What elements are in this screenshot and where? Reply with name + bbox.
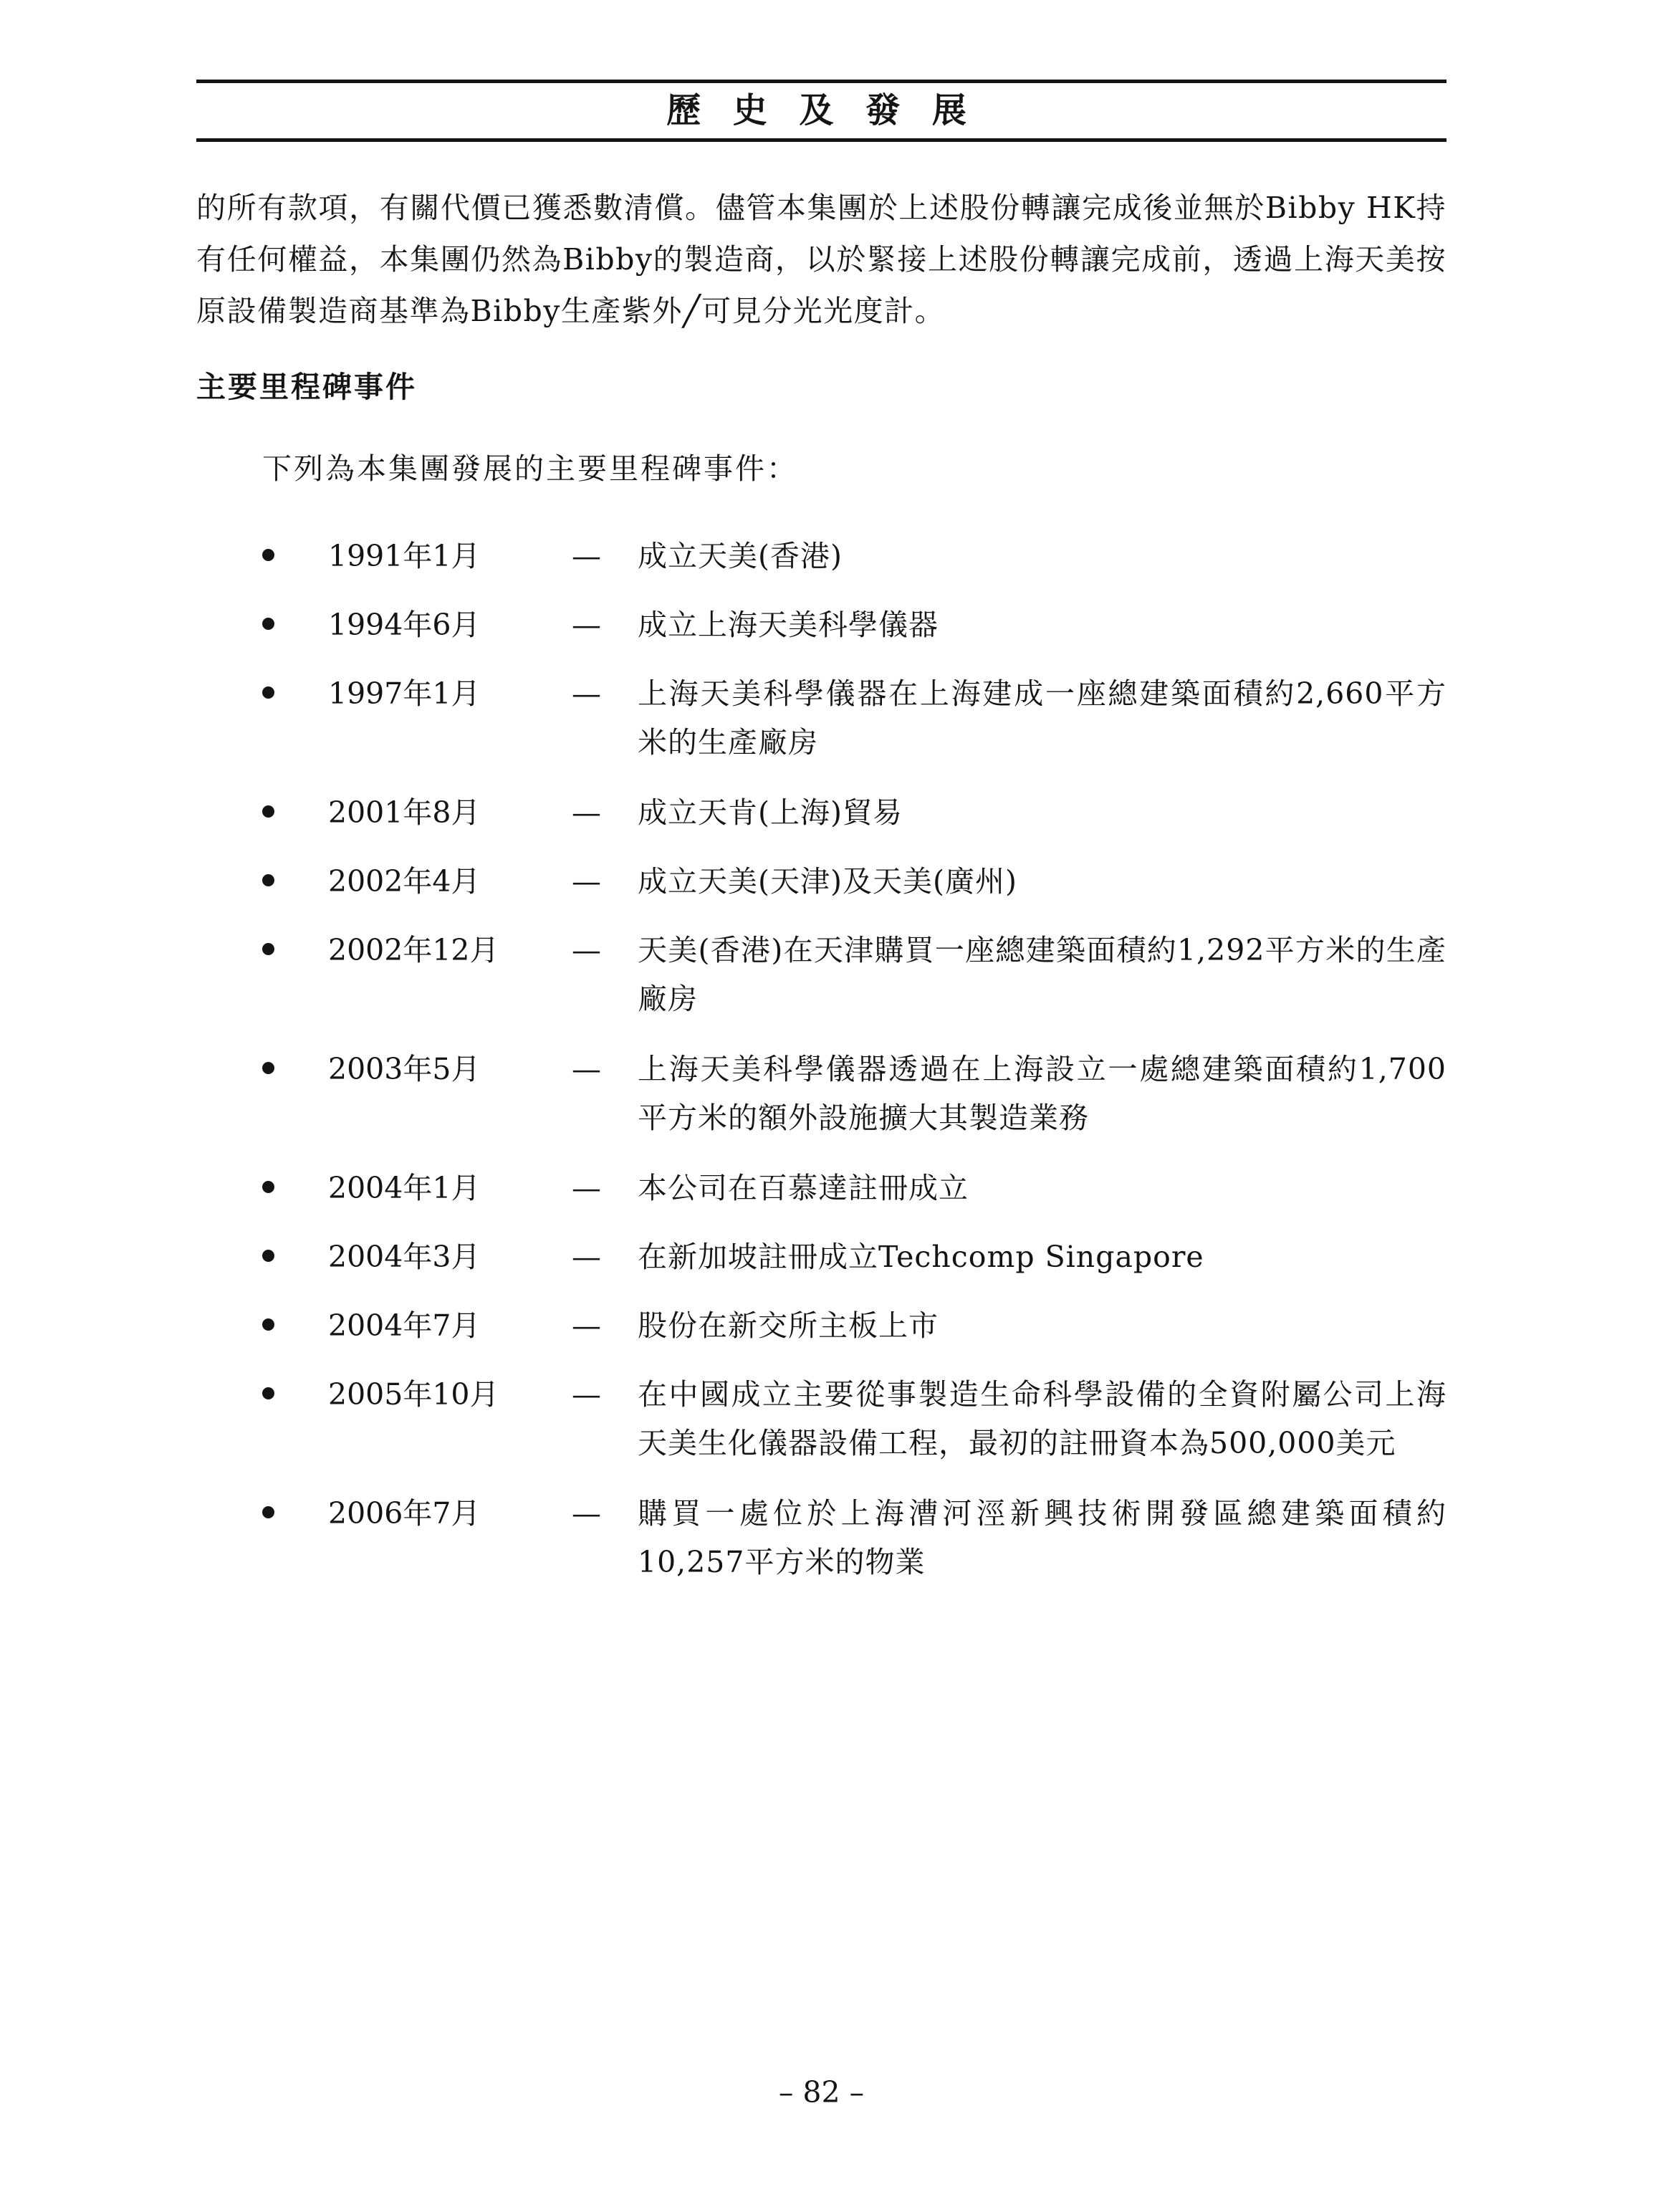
bullet-icon	[262, 1181, 274, 1193]
bullet-icon	[262, 1062, 274, 1074]
milestone-dash: —	[572, 1308, 601, 1343]
milestone-date: 2004年3月	[328, 1240, 481, 1274]
milestone-dash: —	[572, 933, 601, 967]
milestone-date: 1994年6月	[328, 608, 481, 642]
milestone-date: 2002年12月	[328, 933, 499, 967]
section-heading: 主要里程碑事件	[196, 370, 417, 404]
milestone-date: 2005年10月	[328, 1377, 499, 1412]
milestone-dash: —	[572, 864, 601, 899]
intro-paragraph: 的所有款項，有關代價已獲悉數清償。儘管本集團於上述股份轉讓完成後並無於Bibby HK持有任何權益，本集團仍然為Bibby的製造商，以於緊接上述股份轉讓完成前，透過上海天美按原設備製造商基準為Bibby生產紫外╱可見分光光度計。	[196, 191, 1446, 328]
milestone-description: 上海天美科學儀器透過在上海設立一處總建築面積約1,700平方米的額外設施擴大其製造業務	[638, 1052, 1446, 1135]
milestone-date: 2004年7月	[328, 1308, 481, 1343]
milestone-dash: —	[572, 1171, 601, 1205]
milestone-dash: —	[572, 1496, 601, 1531]
milestone-description: 在中國成立主要從事製造生命科學設備的全資附屬公司上海天美生化儀器設備工程，最初的註冊資本為500,000美元	[638, 1377, 1446, 1460]
milestone-date: 2002年4月	[328, 864, 481, 899]
milestone-date: 2001年8月	[328, 795, 481, 830]
milestone-date: 1991年1月	[328, 539, 481, 573]
milestone-description: 成立天肯(上海)貿易	[638, 795, 903, 830]
milestone-dash: —	[572, 795, 601, 830]
milestone-description: 成立天美(香港)	[638, 539, 843, 573]
page-header-title: 歷 史 及 發 展	[666, 90, 977, 130]
bullet-icon	[262, 1250, 274, 1262]
bullet-icon	[262, 1318, 274, 1331]
milestone-description: 購買一處位於上海漕河涇新興技術開發區總建築面積約10,257平方米的物業	[638, 1496, 1446, 1579]
milestone-date: 1997年1月	[328, 676, 481, 711]
milestone-description: 上海天美科學儀器在上海建成一座總建築面積約2,660平方米的生產廠房	[638, 676, 1446, 760]
milestone-description: 天美(香港)在天津購買一座總建築面積約1,292平方米的生產廠房	[638, 933, 1446, 1016]
milestone-description: 在新加坡註冊成立Techcomp Singapore	[638, 1240, 1204, 1274]
bullet-icon	[262, 686, 274, 699]
milestone-date: 2003年5月	[328, 1052, 481, 1086]
milestone-dash: —	[572, 1052, 601, 1086]
milestone-date: 2004年1月	[328, 1171, 481, 1205]
bullet-icon	[262, 943, 274, 955]
milestone-description: 成立上海天美科學儀器	[638, 608, 939, 642]
bullet-icon	[262, 874, 274, 886]
bullet-icon	[262, 1506, 274, 1518]
milestone-description: 本公司在百慕達註冊成立	[638, 1171, 969, 1205]
page-number: – 82 –	[778, 2075, 865, 2110]
document-page	[196, 0, 1446, 2212]
milestone-list	[196, 0, 1446, 1648]
bullet-icon	[262, 618, 274, 630]
milestone-description: 成立天美(天津)及天美(廣州)	[638, 864, 1017, 899]
milestone-dash: —	[572, 676, 601, 711]
bullet-icon	[262, 805, 274, 818]
bullet-icon	[262, 1387, 274, 1399]
bullet-icon	[262, 549, 274, 561]
milestone-dash: —	[572, 1377, 601, 1412]
milestone-description: 股份在新交所主板上市	[638, 1308, 939, 1343]
milestone-dash: —	[572, 539, 601, 573]
milestone-dash: —	[572, 1240, 601, 1274]
milestone-date: 2006年7月	[328, 1496, 481, 1531]
section-lead-text: 下列為本集團發展的主要里程碑事件：	[262, 451, 798, 486]
milestone-dash: —	[572, 608, 601, 642]
